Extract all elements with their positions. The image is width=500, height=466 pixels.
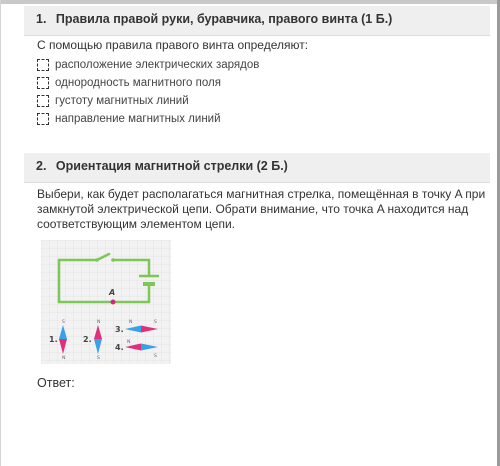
variant-2-label: 2. xyxy=(83,335,92,344)
question-1-number: 1. xyxy=(36,12,47,26)
variant-2-pole-bottom: S xyxy=(97,356,100,361)
option-2-checkbox[interactable] xyxy=(37,77,49,89)
option-3-label: густоту магнитных линий xyxy=(55,95,189,107)
option-4-label: направление магнитных линий xyxy=(55,113,221,125)
variant-3-pole-left: N xyxy=(129,320,133,325)
answer-label: Ответ: xyxy=(37,376,75,390)
question-2-number: 2. xyxy=(36,159,47,173)
option-3-checkbox[interactable] xyxy=(37,95,49,107)
option-1-label: расположение электрических зарядов xyxy=(55,59,260,71)
question-1-title: Правила правой руки, буравчика, правого винта (1 Б.) xyxy=(55,12,393,26)
variant-4-pole-right: S xyxy=(154,354,157,359)
circuit-figure xyxy=(41,240,171,364)
option-4[interactable] xyxy=(37,111,221,127)
window-left-edge xyxy=(0,0,1,466)
option-2[interactable] xyxy=(37,75,221,91)
variant-3-label: 3. xyxy=(115,325,124,334)
variant-1-pole-top: S xyxy=(62,320,65,325)
switch-contact-icon xyxy=(111,258,115,262)
question-2-prompt-line-2: замкнутой электрической цепи. Обрати внимание, что точка A находится над xyxy=(37,202,469,216)
variant-1-pole-bottom: N xyxy=(62,356,66,361)
variant-4-pole-left: N xyxy=(127,340,131,345)
point-a-marker xyxy=(111,300,116,305)
switch-contact-icon xyxy=(95,258,99,262)
question-2-prompt-line-1: Выбери, как будет располагаться магнитная стрелка, помещённая в точку A при xyxy=(37,187,486,201)
variant-4-label: 4. xyxy=(115,343,124,352)
option-3[interactable] xyxy=(37,93,189,109)
question-2-title: Ориентация магнитной стрелки (2 Б.) xyxy=(55,159,288,173)
question-1-header xyxy=(24,6,490,36)
variant-1-label: 1. xyxy=(49,335,58,344)
variant-2-pole-top: N xyxy=(97,320,101,325)
option-1-checkbox[interactable] xyxy=(37,59,49,71)
question-2-header xyxy=(24,153,490,183)
option-4-checkbox[interactable] xyxy=(37,113,49,125)
option-2-label: однородность магнитного поля xyxy=(55,77,221,89)
question-2-prompt-line-3: соответствующим элементом цепи. xyxy=(37,217,236,231)
option-1[interactable] xyxy=(37,57,259,73)
point-a-label: A xyxy=(109,288,116,297)
variant-3-pole-right: S xyxy=(154,320,157,325)
question-1-prompt: С помощью правила правого винта определяют: xyxy=(37,38,309,52)
window-top-edge xyxy=(0,0,500,4)
circuit-figure-svg xyxy=(41,240,171,364)
